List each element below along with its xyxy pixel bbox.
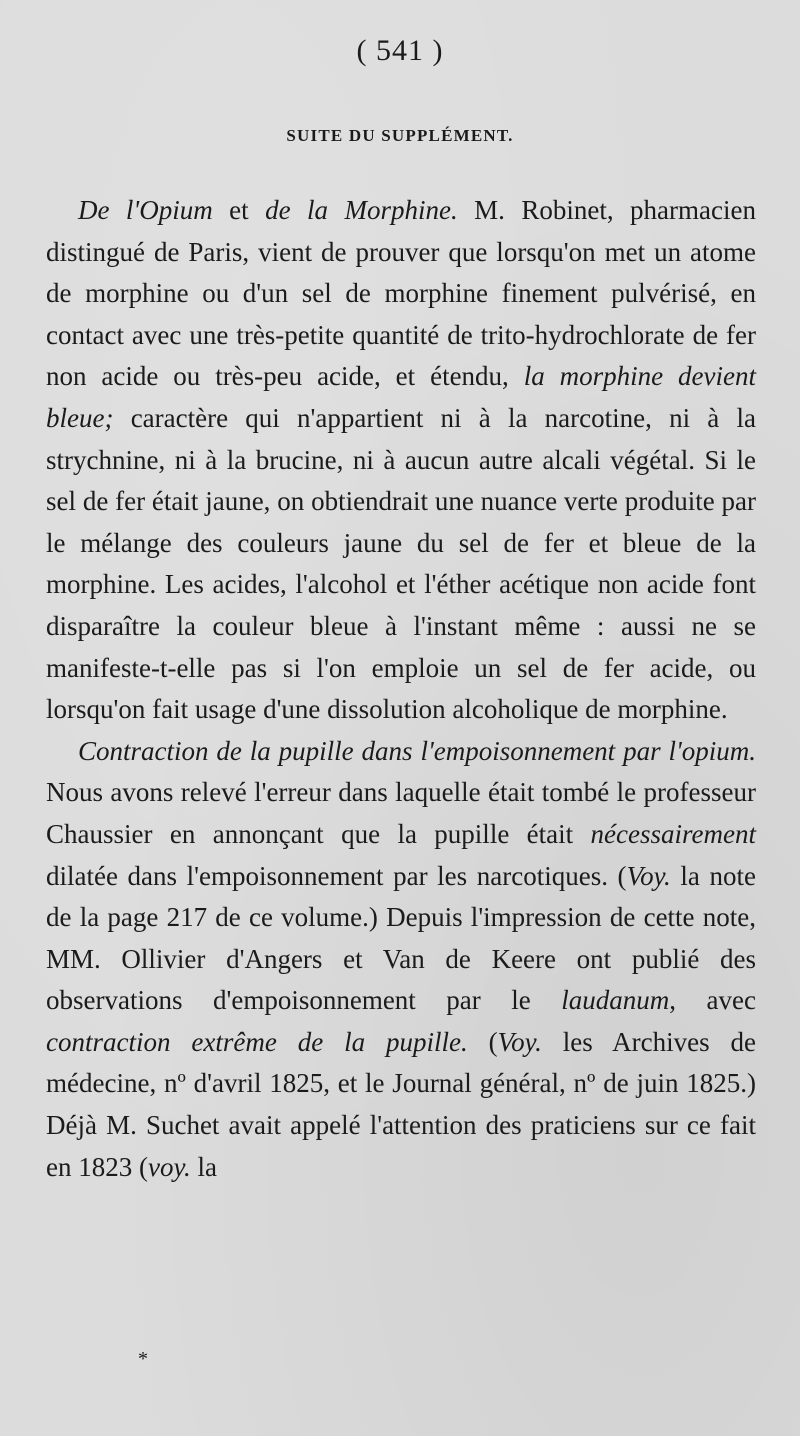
text-span: dilatée dans l'empoisonnement par les narcotiques. ( [46, 860, 627, 891]
text-span: ( [467, 1026, 498, 1057]
text-span: les Archives de médecine, nº d'avril 1825, et le Journal général, nº de juin 1825.) Déjà M. Suchet avait appelé l'attention des praticiens sur ce fait en 1823 ( [46, 1026, 756, 1182]
page-number: ( 541 ) [356, 34, 444, 67]
text-span: caractère qui n'appartient ni à la narcotine, ni à la strychnine, ni à la brucine, ni à aucun autre alcali végétal. Si le sel de fer était jaune, on obtiendrait une nuance verte produite par le mélange des couleurs jaune du sel de fer et bleue de la morphine. Les acides, l'alcohol et l'éther acétique non acide font disparaître la couleur bleue à l'instant même : aussi ne se manifeste-t-elle pas si l'on emploie un sel de fer acide, ou lorsqu'on fait usage d'une dissolution alcoholique de morphine. [46, 402, 756, 725]
emphasis: Voy. [497, 1026, 542, 1057]
emphasis: contraction extrême de la pupille. [46, 1026, 468, 1057]
running-head: SUITE DU SUPPLÉMENT. [286, 126, 514, 145]
emphasis: la morphine devient bleue; [46, 361, 756, 433]
text-span: la note de la page 217 de ce volume.) Depuis l'impression de cette note, MM. Ollivier d'Angers et Van de Keere ont publié des observations d'empoisonnement par le [46, 860, 756, 1016]
paragraph-pupil-contraction [46, 731, 756, 1189]
signature-mark: * [138, 1348, 148, 1370]
text-span: M. Robinet, pharmacien distingué de Paris, vient de prouver que lorsqu'on met un atome de morphine ou d'un sel de morphine finement pulvérisé, en contact avec une très-petite quantité de trito-hydrochlorate de fer non acide ou très-peu acide, et étendu, [46, 195, 756, 392]
text-span: la [190, 1151, 217, 1182]
emphasis: voy. [147, 1151, 191, 1182]
emphasis: Voy. [626, 860, 671, 891]
body-text [46, 190, 756, 1188]
section-title-pupil: Contraction de la pupille dans l'empoisonnement par l'opium. [78, 735, 756, 766]
emphasis: laudanum [561, 985, 670, 1016]
paragraph-opium-morphine [46, 190, 756, 731]
section-title-morphine: de la Morphine. [265, 195, 458, 225]
text-span: Nous avons relevé l'erreur dans laquelle était tombé le professeur Chaussier en annonçant que la pupille était [46, 777, 756, 849]
text-span: et [212, 195, 266, 225]
section-title-opium: De l'Opium [78, 195, 213, 225]
text-span: , avec [669, 985, 756, 1016]
emphasis: nécessairement [590, 818, 756, 849]
